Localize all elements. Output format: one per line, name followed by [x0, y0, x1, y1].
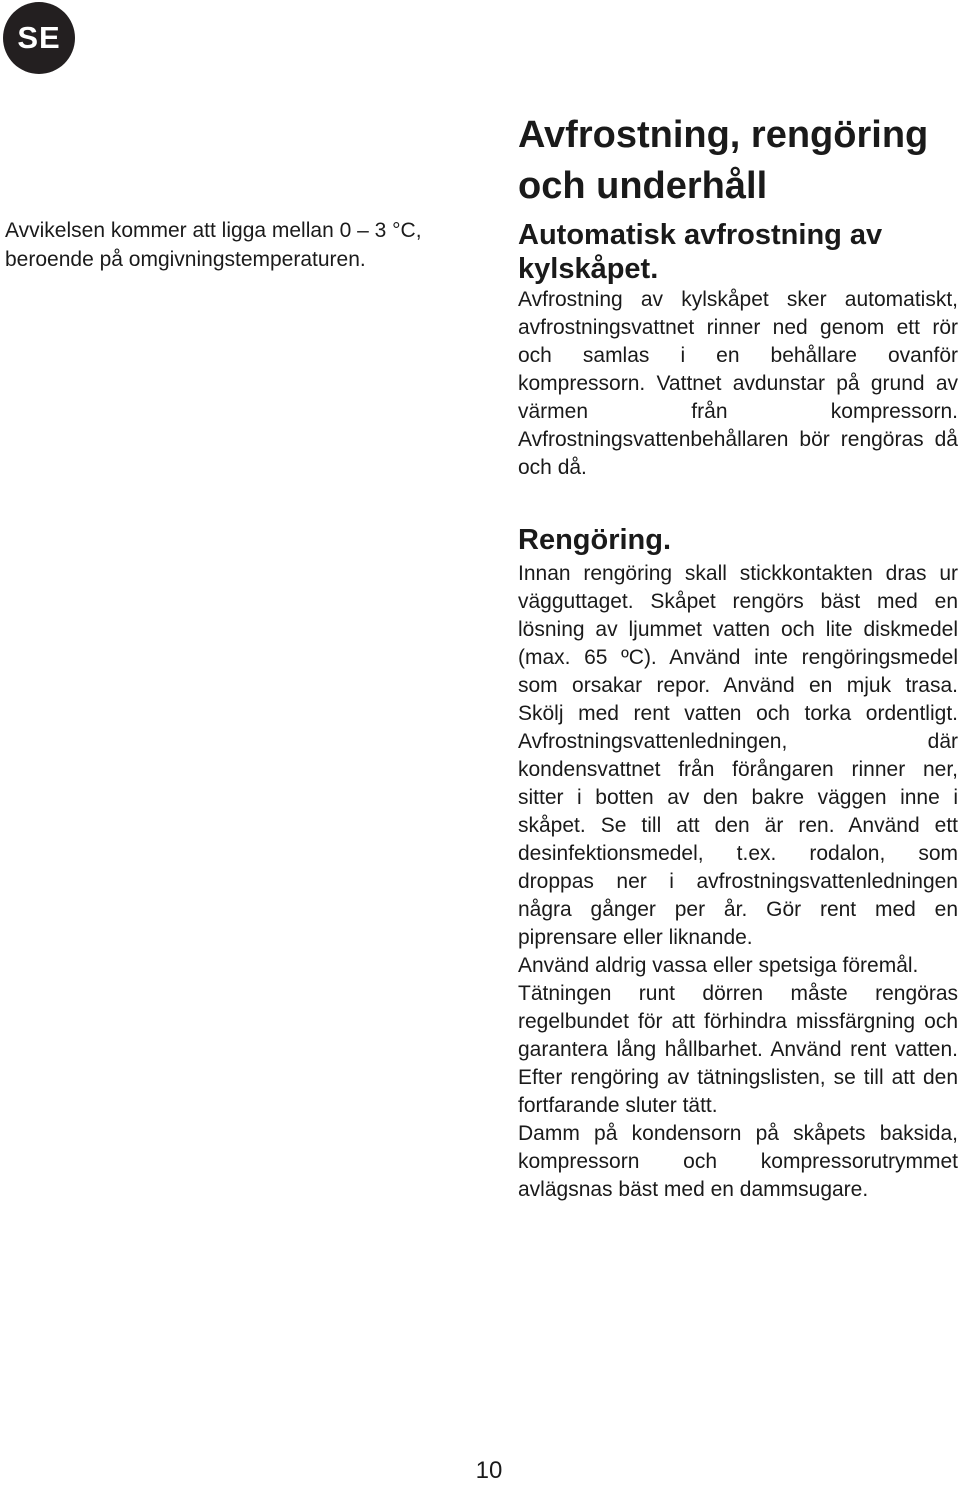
- side-note: Avvikelsen kommer att ligga mellan 0 – 3 °C, beroende på omgivningstemperaturen.: [5, 219, 422, 271]
- defrost-paragraph: Avfrostning av kylskåpet sker automatiskt, avfrostningsvattnet rinner ned genom ett rör och samlas i en behållare ovanför kompressorn. Vattnet avdunstar på grund av värmen från kompressorn. Avfrostningsvattenbehållaren bör rengöras då och då.: [518, 288, 958, 479]
- language-badge: [3, 2, 75, 74]
- defrost-heading: Automatisk avfrostning av kylskåpet.: [518, 219, 883, 285]
- cleaning-heading: Rengöring.: [518, 524, 672, 556]
- warning-paragraph: Använd aldrig vassa eller spetsiga föremål.: [518, 954, 919, 977]
- seal-paragraph: Tätningen runt dörren måste rengöras regelbundet för att förhindra missfärgning och garantera lång hållbarhet. Använd rent vatten. Efter rengöring av tätningslisten, se till att den fortfarande sluter tätt.: [518, 982, 958, 1117]
- page-number: 10: [475, 1457, 503, 1484]
- main-column: [518, 110, 958, 1204]
- section-title: Avfrostning, rengöring och underhåll: [518, 114, 929, 207]
- language-badge-label: SE: [17, 20, 61, 55]
- dust-paragraph: Damm på kondensorn på skåpets baksida, kompressorn och kompressorutrymmet avlägsnas bäst med en dammsugare.: [518, 1122, 958, 1201]
- cleaning-paragraph: Innan rengöring skall stickkontakten dras ur vägguttaget. Skåpet rengörs bäst med en lösning av ljummet vatten och lite diskmedel (max. 65 ºC). Använd inte rengöringsmedel som orsakar repor. Använd en mjuk trasa. Skölj med rent vatten och torka ordentligt. Avfrostningsvattenledningen, där kondensvattnet från förångaren rinner ner, sitter i botten av den bakre väggen inne i skåpet. Se till att den är ren. Använd ett desinfektionsmedel, t.ex. rodalon, som droppas ner i avfrostningsvattenledningen några gånger per år. Gör rent med en piprensare eller liknande.: [518, 562, 958, 949]
